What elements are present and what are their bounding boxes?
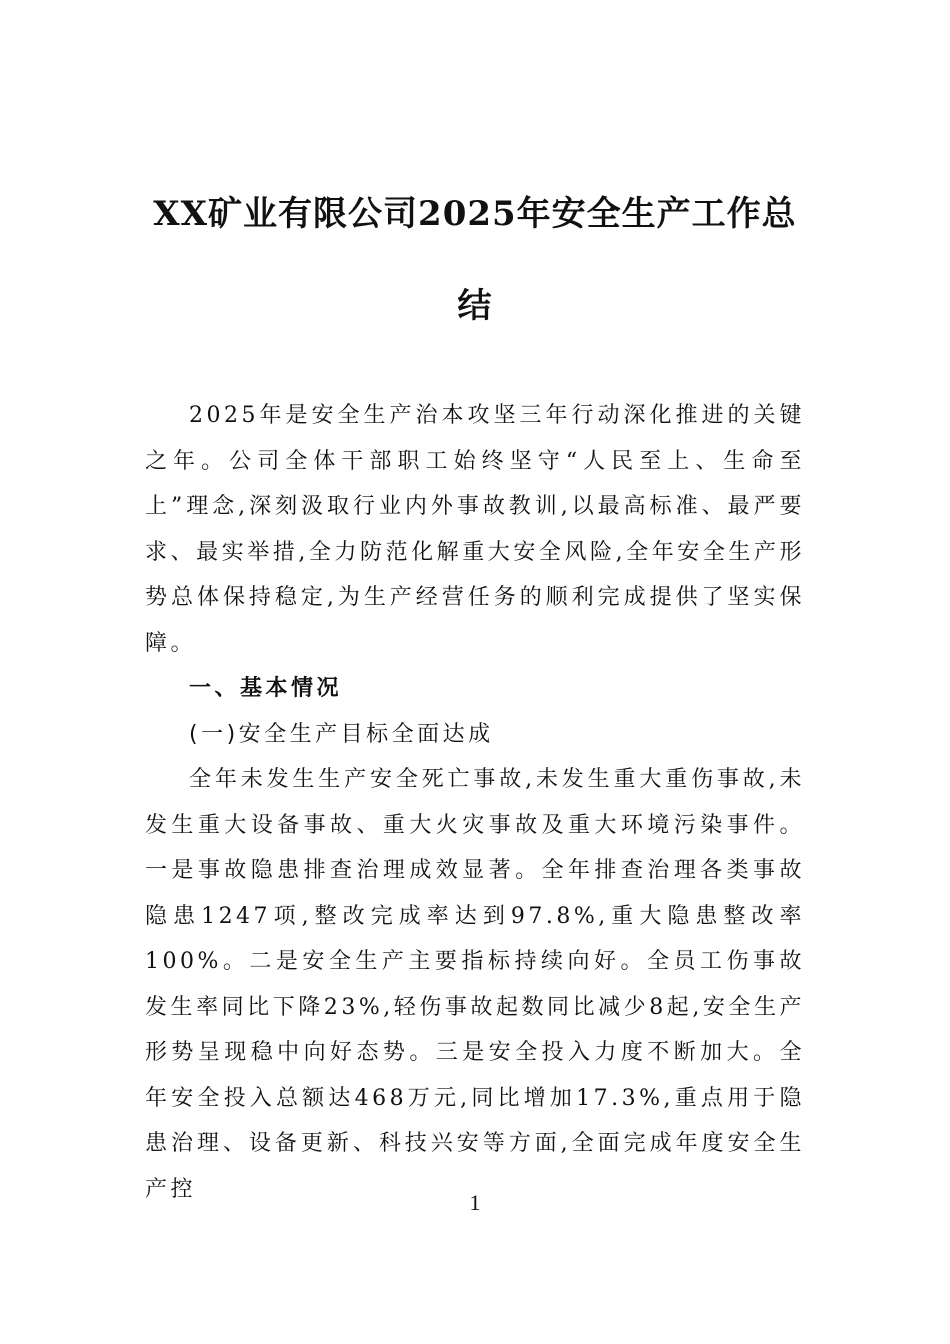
page-number: 1 [469, 1190, 481, 1215]
document-body [145, 393, 805, 1212]
subsection-heading: (一)安全生产目标全面达成 [189, 721, 494, 747]
intro-paragraph: 2025年是安全生产治本攻坚三年行动深化推进的关键之年。公司全体干部职工始终坚守“人民至上、生命至上”理念,深刻汲取行业内外事故教训,以最高标准、最严要求、最实举措,全力防范化解重大安全风险,全年安全生产形势总体保持稳定,为生产经营任务的顺利完成提供了坚实保障。 [145, 403, 805, 656]
body-paragraph: 全年未发生生产安全死亡事故,未发生重大重伤事故,未发生重大设备事故、重大火灾事故及重大环境污染事件。一是事故隐患排查治理成效显著。全年排查治理各类事故隐患1247项,整改完成率达到97.8%,重大隐患整改率100%。二是安全生产主要指标持续向好。全员工伤事故发生率同比下降23%,轻伤事故起数同比减少8起,安全生产形势呈现稳中向好态势。三是安全投入力度不断加大。全年安全投入总额达468万元,同比增加17.3%,重点用于隐患治理、设备更新、科技兴安等方面,全面完成年度安全生产控 [145, 767, 805, 1202]
section-heading: 一、基本情况 [189, 676, 343, 701]
document-title: XX矿业有限公司2025年安全生产工作总结 [153, 194, 797, 326]
